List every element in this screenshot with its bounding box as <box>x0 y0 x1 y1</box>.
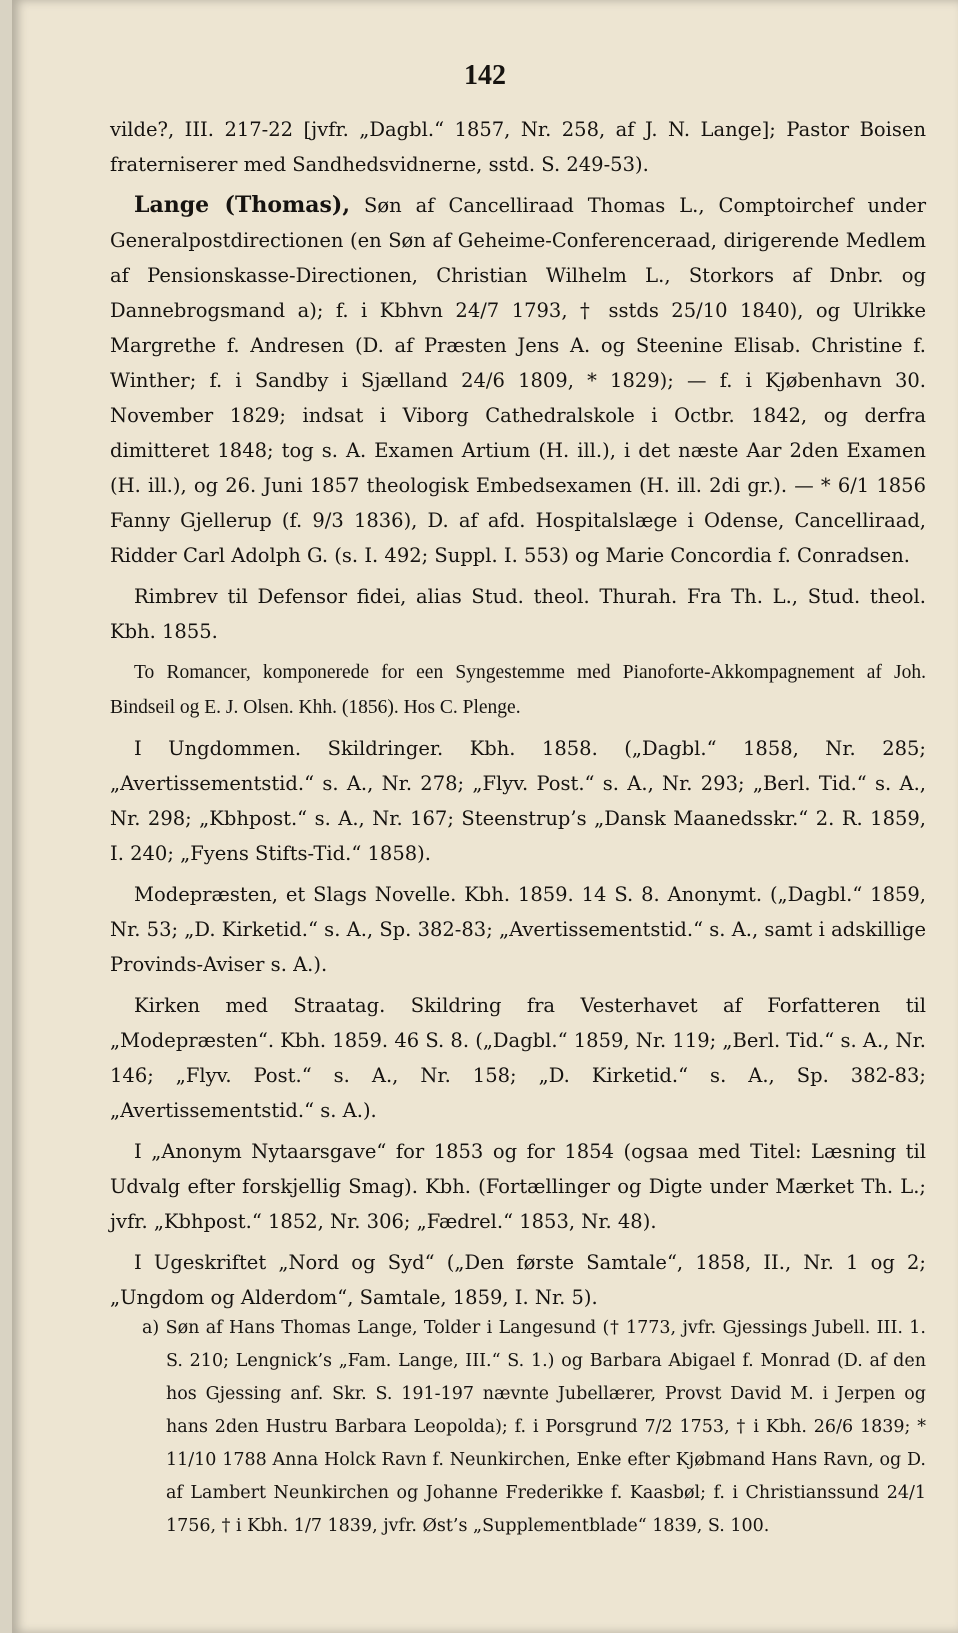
work-entry-ungdommen: I Ungdommen. Skildringer. Kbh. 1858. („Dagbl.“ 1858, Nr. 285; „Avertissementstid.“ s. A., Nr. 278; „Flyv. Post.“ s. A., Nr. 293; „Berl. Tid.“ s. A., Nr. 298; „Kbhpost.“ s. A., Nr. 167; Steenstrup’s „Dansk Maanedsskr.“ 2. R. 1859, I. 240; „Fyens Stifts-Tid.“ 1858). <box>110 737 926 865</box>
footnotes <box>142 1312 926 1543</box>
main-text <box>110 112 926 1315</box>
entry-text: Søn af Cancelliraad Thomas L., Comptoirchef under Generalpostdirectionen (en Søn af Geheime-Conferenceraad, dirigerende Medlem af Pensionskasse-Directionen, Christian Wilhelm L., Storkors af Dnbr. og Dannebrogsmand a); f. i Kbhvn 24/7 1793, † sstds 25/10 1840), og Ulrikke Margrethe f. Andresen (D. af Præsten Jens A. og Steenine Elisab. Christine f. Winther; f. i Sandby i Sjælland 24/6 1809, * 1829); — f. i Kjøbenhavn 30. November 1829; indsat i Viborg Cathedralskole i Octbr. 1842, og derfra dimitteret 1848; tog s. A. Examen Artium (H. ill.), i det næste Aar 2den Examen (H. ill.), og 26. Juni 1857 theologisk Embedsexamen (H. ill. 2di gr.). — * 6/1 1856 Fanny Gjellerup (f. 9/3 1836), D. af afd. Hospitalslæge i Odense, Cancelliraad, Ridder Carl Adolph G. (s. I. 492; Suppl. I. 553) og Marie Concordia f. Conradsen. <box>110 194 927 567</box>
work-entry-nytaarsgave: I „Anonym Nytaarsgave“ for 1853 og for 1854 (ogsaa med Titel: Læsning til Udvalg efter forskjellig Smag). Kbh. (Fortællinger og Digte under Mærket Th. L.; jvfr. „Kbhpost.“ 1852, Nr. 306; „Fædrel.“ 1853, Nr. 48). <box>110 1140 926 1233</box>
paragraph-continuation: vilde?, III. 217-22 [jvfr. „Dagbl.“ 1857, Nr. 258, af J. N. Lange]; Pastor Boisen fraterniserer med Sandhedsvidnerne, sstd. S. 249-53). <box>110 118 926 176</box>
biography-entry <box>110 188 926 573</box>
work-entry-romancer: To Romancer, komponerede for een Syngestemme med Pianoforte-Akkompagnement af Joh. Bindseil og E. J. Olsen. Khh. (1856). Hos C. Plenge. <box>110 662 926 718</box>
work-entry-modepraesten: Modepræsten, et Slags Novelle. Kbh. 1859. 14 S. 8. Anonymt. („Dagbl.“ 1859, Nr. 53; „D. Kirketid.“ s. A., Sp. 382-83; „Avertissementstid.“ s. A., samt i adskillige Provinds-Aviser s. A.). <box>110 883 926 976</box>
work-entry-nord-og-syd: I Ugeskriftet „Nord og Syd“ („Den første Samtale“, 1858, II., Nr. 1 og 2; „Ungdom og Alderdom“, Samtale, 1859, I. Nr. 5). <box>110 1251 926 1309</box>
footnote-a: a) Søn af Hans Thomas Lange, Tolder i Langesund († 1773, jvfr. Gjessings Jubell. III. 1. S. 210; Lengnick’s „Fam. Lange, III.“ S. 1.) og Barbara Abigael f. Monrad (D. af den hos Gjessing anf. Skr. S. 191-197 nævnte Jubellærer, Provst David M. i Jerpen og hans 2den Hustru Barbara Leopolda); f. i Porsgrund 7/2 1753, † i Kbh. 26/6 1839; * 11/10 1788 Anna Holck Ravn f. Neunkirchen, Enke efter Kjøbmand Hans Ravn, og D. af Lambert Neunkirchen og Johanne Frederikke f. Kaasbøl; f. i Christianssund 24/1 1756, † i Kbh. 1/7 1839, jvfr. Øst’s „Supplementblade“ 1839, S. 100. <box>142 1318 926 1536</box>
work-entry-rimbrev: Rimbrev til Defensor fidei, alias Stud. theol. Thurah. Fra Th. L., Stud. theol. Kbh. 1855. <box>110 585 926 643</box>
book-page <box>12 0 958 1633</box>
entry-heading: Lange (Thomas), <box>134 192 350 218</box>
page-number: 142 <box>464 60 506 91</box>
work-entry-kirken: Kirken med Straatag. Skildring fra Vesterhavet af Forfatteren til „Modepræsten“. Kbh. 1859. 46 S. 8. („Dagbl.“ 1859, Nr. 119; „Berl. Tid.“ s. A., Nr. 146; „Flyv. Post.“ s. A., Nr. 158; „D. Kirketid.“ s. A., Sp. 382-83; „Avertissementstid.“ s. A.). <box>110 994 926 1122</box>
